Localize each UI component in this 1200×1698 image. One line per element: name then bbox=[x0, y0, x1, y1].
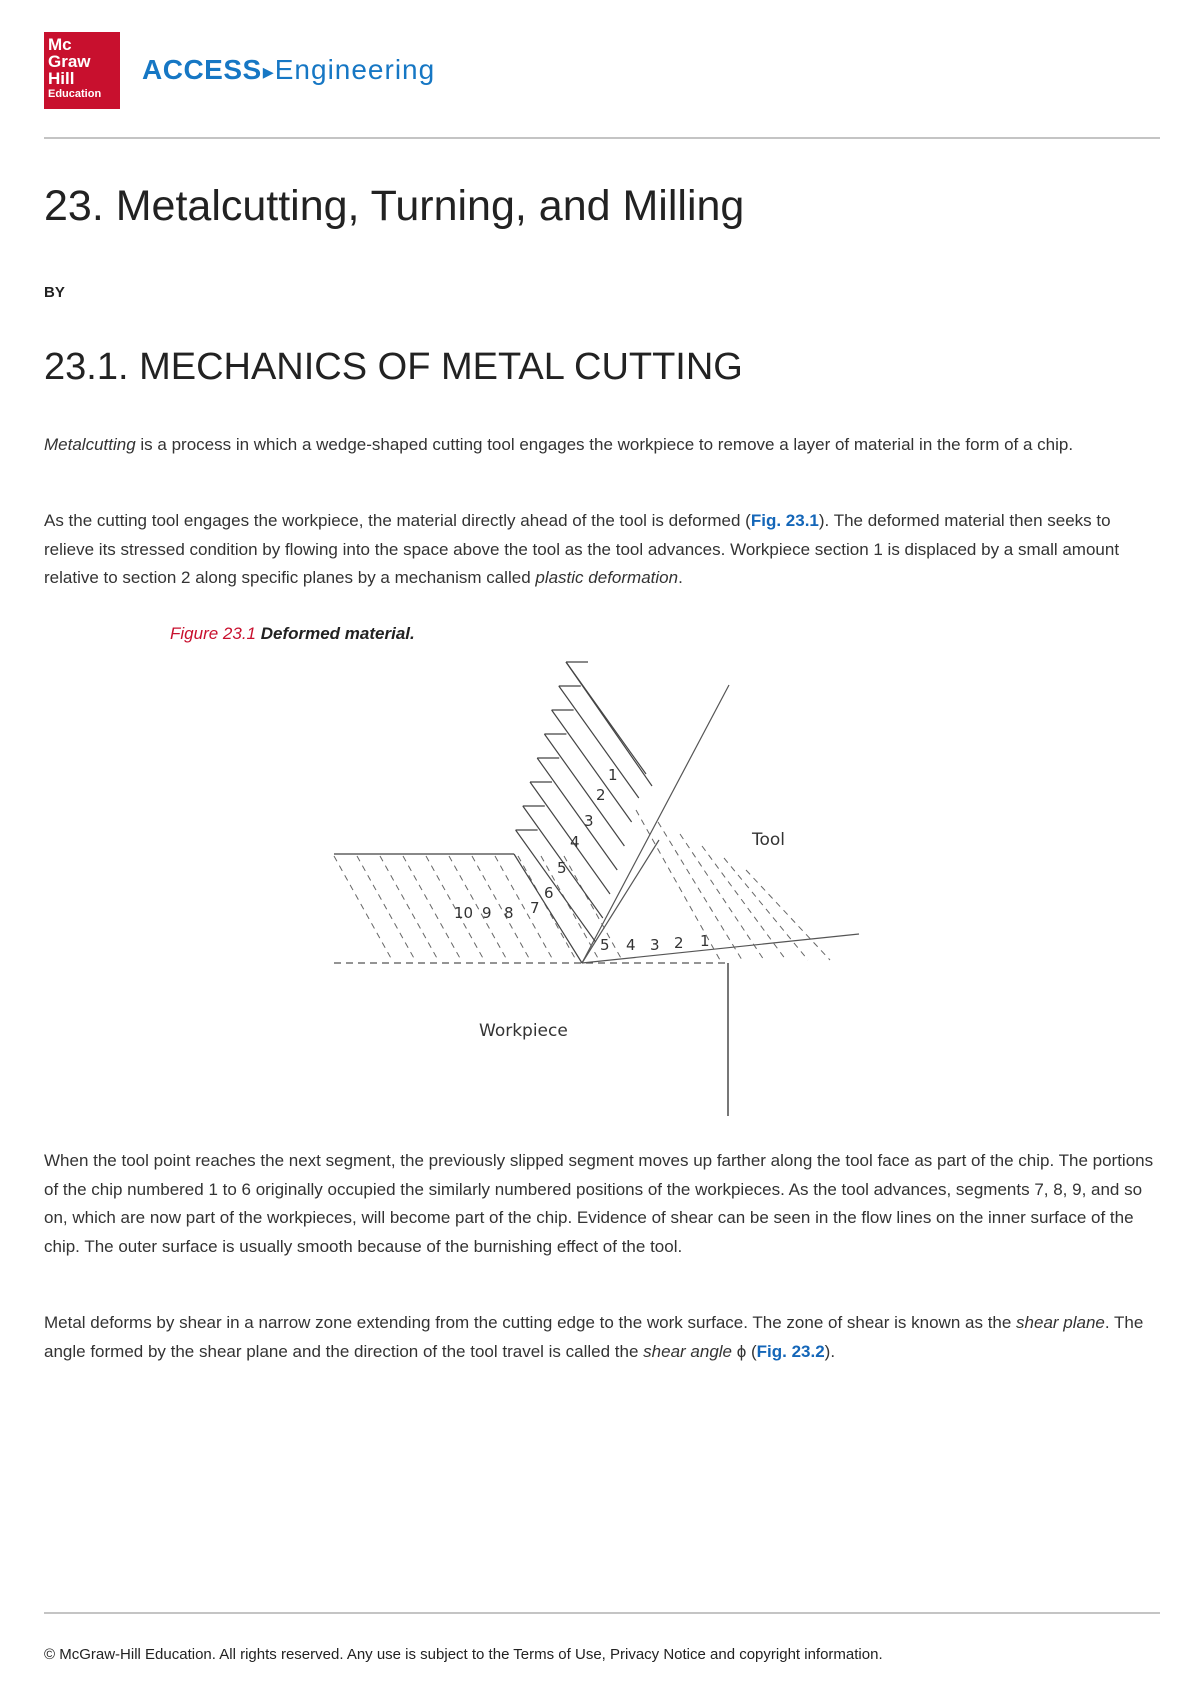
paragraph-text: As the cutting tool engages the workpiece, the material directly ahead of the tool is deformed ( bbox=[44, 511, 751, 530]
logo-line: Hill bbox=[48, 69, 75, 88]
hatch-line bbox=[357, 856, 415, 960]
workpiece-number: 5 bbox=[600, 936, 610, 954]
access-engineering-logo[interactable] bbox=[142, 54, 435, 94]
byline: BY bbox=[44, 284, 65, 301]
workpiece-number: 7 bbox=[530, 899, 540, 917]
hatch-line bbox=[746, 870, 830, 960]
section-title: 23.1. MECHANICS OF METAL CUTTING bbox=[44, 346, 743, 388]
paragraph-metalcutting bbox=[44, 431, 1160, 460]
hatch-line bbox=[472, 856, 530, 960]
chip-number: 3 bbox=[584, 812, 594, 830]
hatch-line bbox=[724, 858, 808, 960]
hatch-line bbox=[403, 856, 461, 960]
figure-label: Figure 23.1 bbox=[170, 624, 256, 643]
workpiece-number: 3 bbox=[650, 936, 660, 954]
tool-flank bbox=[582, 934, 859, 963]
term-shear-plane: shear plane bbox=[1016, 1313, 1105, 1332]
logo-line: Education bbox=[48, 88, 102, 100]
workpiece-number: 9 bbox=[482, 904, 492, 922]
chip-number: 6 bbox=[544, 884, 554, 902]
paragraph-text: ). The deformed material then seeks to relieve its stressed condition by flowing into the space above the tool as the tool advances. Workpiece section 1 is displaced by a small amount relative to section 2 along specific planes by a mechanism called bbox=[44, 511, 1120, 587]
chip-slip-line bbox=[559, 686, 639, 798]
workpiece-label: Workpiece bbox=[479, 1021, 568, 1041]
workpiece-number: 2 bbox=[674, 934, 684, 952]
brand-access: ACCESS bbox=[142, 54, 262, 85]
paragraph-text: . bbox=[678, 568, 683, 587]
paragraph-text: . The angle formed by the shear plane and the direction of the tool travel is called the bbox=[44, 1313, 1144, 1361]
paragraph-text: is a process in which a wedge-shaped cutting tool engages the workpiece to remove a layer of material in the form of a chip. bbox=[135, 435, 1074, 454]
paragraph-text: ϕ ( bbox=[732, 1341, 757, 1361]
paragraph-shear-plane bbox=[44, 1309, 1160, 1366]
tool-face bbox=[582, 685, 729, 963]
term-shear-angle: shear angle bbox=[643, 1341, 732, 1361]
copyright-footer: © McGraw-Hill Education. All rights reserved. Any use is subject to the Terms of Use, Privacy Notice and copyright information. bbox=[44, 1646, 883, 1663]
hatch-line bbox=[680, 834, 764, 960]
figure-caption bbox=[170, 624, 415, 644]
chip-slip-line bbox=[552, 710, 632, 822]
tool-label: Tool bbox=[752, 830, 786, 850]
footer-divider bbox=[44, 1612, 1160, 1614]
figure-caption-text: Deformed material. bbox=[256, 624, 415, 643]
term-metalcutting: Metalcutting bbox=[44, 435, 136, 454]
workpiece-number: 1 bbox=[700, 932, 710, 950]
logo-line: Graw bbox=[48, 52, 91, 71]
fig-23-1-link[interactable]: Fig. 23.1 bbox=[750, 511, 819, 530]
page bbox=[44, 0, 1160, 1698]
workpiece-number: 4 bbox=[626, 936, 636, 954]
hatch-line bbox=[334, 856, 392, 960]
fig-23-2-link[interactable]: Fig. 23.2 bbox=[756, 1341, 825, 1361]
hatch-line bbox=[380, 856, 438, 960]
chip-slip-line bbox=[537, 758, 617, 870]
workpiece-number: 10 bbox=[454, 904, 474, 922]
logo-line: Mc bbox=[48, 35, 72, 54]
brand-engineering: Engineering bbox=[274, 54, 436, 85]
arrow-icon: ▸ bbox=[262, 59, 274, 84]
chip-number: 5 bbox=[557, 859, 567, 877]
figure-deformed-material bbox=[304, 660, 964, 1120]
deformed-zone-hatching bbox=[636, 810, 830, 960]
shear-plane bbox=[582, 840, 659, 963]
workpiece-hatching bbox=[334, 856, 622, 960]
paragraph-deformation bbox=[44, 507, 1160, 593]
chapter-title: 23. Metalcutting, Turning, and Milling bbox=[44, 182, 745, 230]
mcgraw-hill-logo[interactable] bbox=[44, 32, 120, 109]
term-plastic-deformation: plastic deformation bbox=[535, 568, 679, 587]
chip-slip-line bbox=[566, 662, 646, 774]
chip-number: 1 bbox=[608, 766, 618, 784]
paragraph-chip-formation: When the tool point reaches the next segment, the previously slipped segment moves up farther along the tool face as part of the chip. The portions of the chip numbered 1 to 6 originally occupied the similarly numbered positions of the workpieces. As the tool advances, segments 7, 8, 9, and so on, which are now part of the workpieces, will become part of the chip. Evidence of shear can be seen in the flow lines on the inner surface of the chip. The outer surface is usually smooth because of the burnishing effect of the tool. bbox=[44, 1151, 1154, 1256]
header-divider bbox=[44, 137, 1160, 139]
chip-number: 2 bbox=[596, 786, 606, 804]
chip-slip-line bbox=[516, 830, 596, 942]
workpiece-number: 8 bbox=[504, 904, 514, 922]
chip-segments bbox=[514, 662, 652, 963]
header bbox=[44, 32, 1160, 112]
chip-number: 4 bbox=[570, 833, 580, 851]
deformed-material-diagram bbox=[304, 660, 964, 1120]
paragraph-text: ). bbox=[824, 1341, 836, 1361]
paragraph-text: Metal deforms by shear in a narrow zone extending from the cutting edge to the work surface. The zone of shear is known as the bbox=[44, 1313, 1017, 1332]
